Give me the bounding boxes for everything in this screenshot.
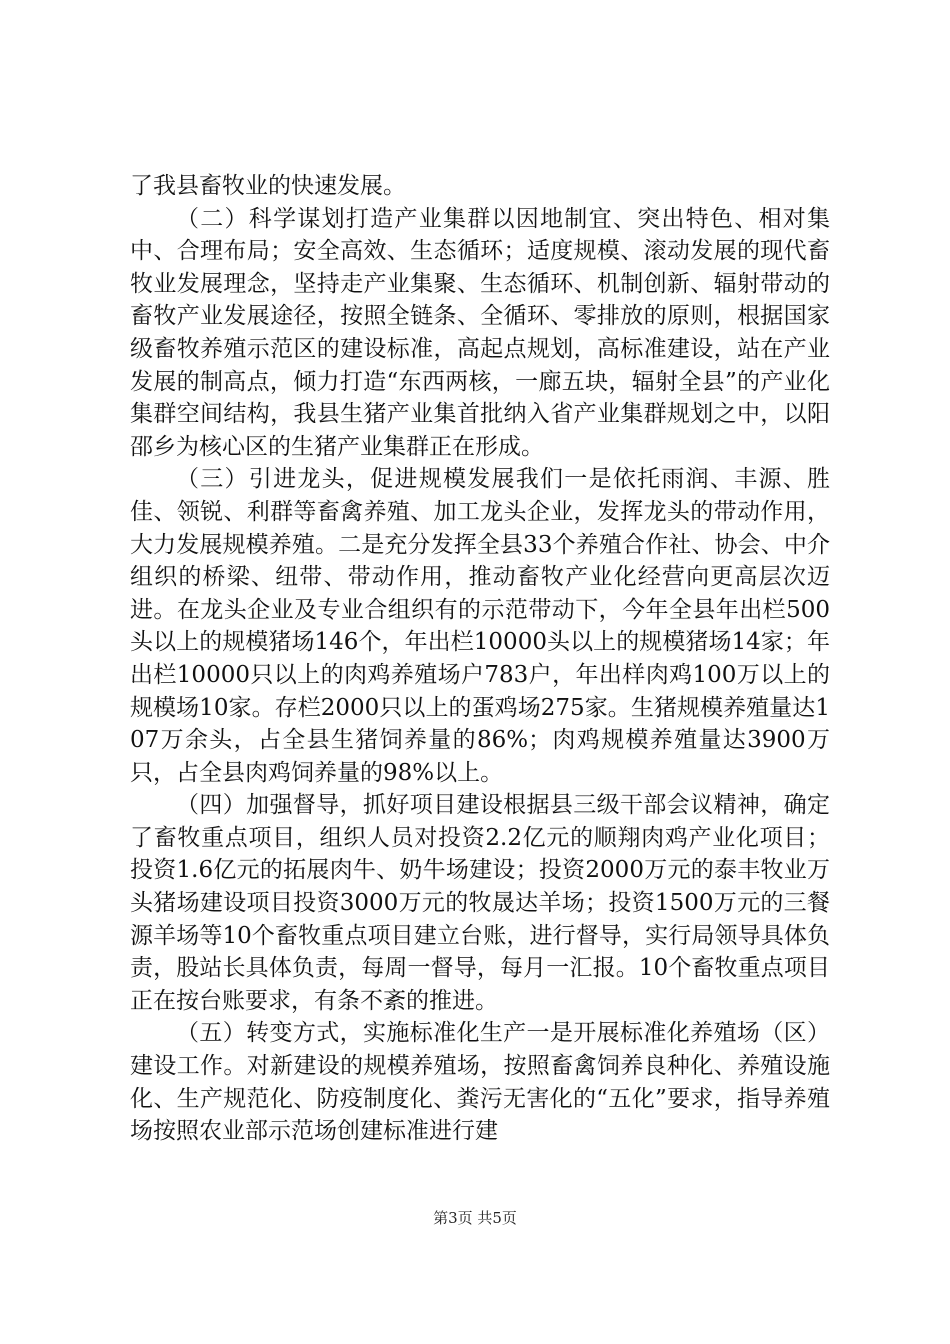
document-body xyxy=(130,170,830,1148)
paragraph-1: 了我县畜牧业的快速发展。 xyxy=(130,173,406,199)
paragraph-4: （四）加强督导，抓好项目建设根据县三级干部会议精神，确定了畜牧重点项目，组织人员对投资2.2亿元的顺翔肉鸡产业化项目；投资1.6亿元的拓展肉牛、奶牛场建设；投资2000万元的泰丰牧业万头猪场建设项目投资3000万元的牧晟达羊场；投资1500万元的三餐源羊场等10个畜牧重点项目建立台账，进行督导，实行局领导具体负责，股站长具体负责，每周一督导，每月一汇报。10个畜牧重点项目正在按台账要求，有条不紊的推进。 xyxy=(130,792,830,1014)
paragraph-5: （五）转变方式，实施标准化生产一是开展标准化养殖场（区）建设工作。对新建设的规模养殖场，按照畜禽饲养良种化、养殖设施化、生产规范化、防疫制度化、粪污无害化的“五化”要求，指导养殖场按照农业部示范场创建标准进行建 xyxy=(130,1020,830,1145)
page-footer: 第3页 共5页 xyxy=(433,1209,517,1227)
paragraph-2: （二）科学谋划打造产业集群以因地制宜、突出特色、相对集中、合理布局；安全高效、生态循环；适度规模、滚动发展的现代畜牧业发展理念，坚持走产业集聚、生态循环、机制创新、辐射带动的畜牧产业发展途径，按照全链条、全循环、零排放的原则，根据国家级畜牧养殖示范区的建设标准，高起点规划，高标准建设，站在产业发展的制高点，倾力打造“东西两核，一廊五块，辐射全县”的产业化集群空间结构，我县生猪产业集首批纳入省产业集群规划之中，以阳邵乡为核心区的生猪产业集群正在形成。 xyxy=(130,205,830,460)
paragraph-3: （三）引进龙头，促进规模发展我们一是依托雨润、丰源、胜佳、领锐、利群等畜禽养殖、加工龙头企业，发挥龙头的带动作用，大力发展规模养殖。二是充分发挥全县33个养殖合作社、协会、中介组织的桥梁、纽带、带动作用，推动畜牧产业化经营向更高层次迈进。在龙头企业及专业合组织有的示范带动下，今年全县年出栏500头以上的规模猪场146个，年出栏10000头以上的规模猪场14家；年出栏10000只以上的肉鸡养殖场户783户，年出样肉鸡100万以上的规模场10家。存栏2000只以上的蛋鸡场275家。生猪规模养殖量达107万余头，占全县生猪饲养量的86%；肉鸡规模养殖量达3900万只，占全县肉鸡饲养量的98%以上。 xyxy=(130,466,830,786)
